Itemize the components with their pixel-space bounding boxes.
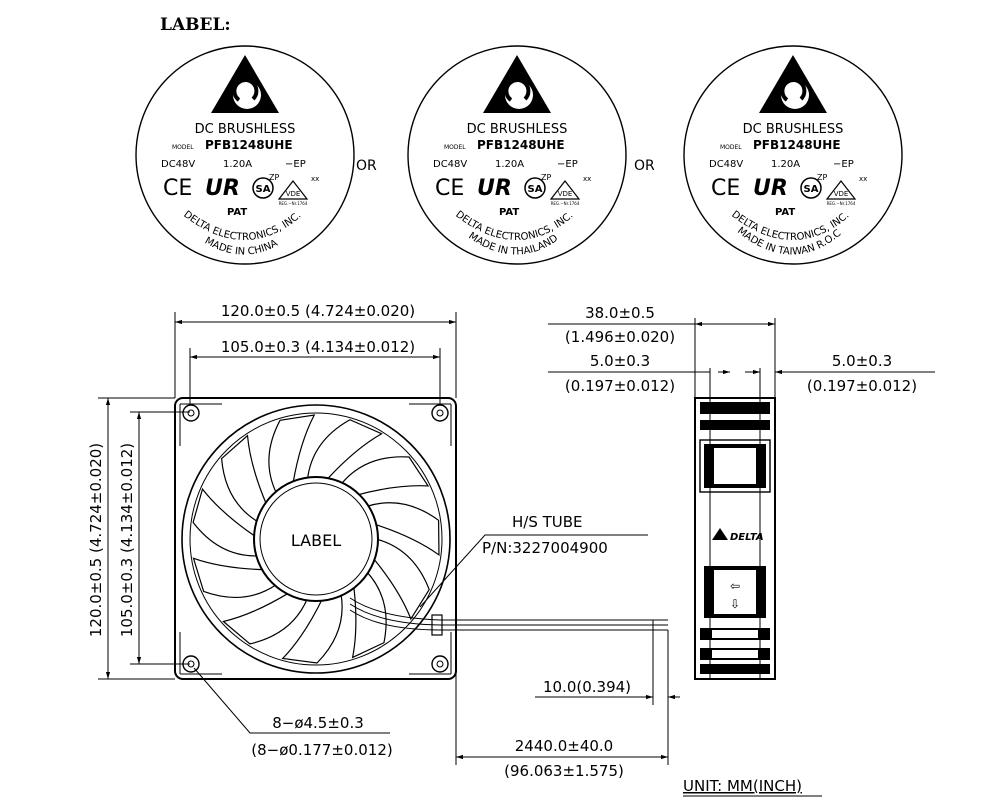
csa-mark-icon [253,173,279,198]
svg-text:REG.−Nr.1764: REG.−Nr.1764 [278,201,308,206]
svg-text:ZP: ZP [541,173,552,182]
fan-label-taiwan [684,46,902,264]
svg-text:VDE: VDE [285,190,301,198]
vde-mark-icon [551,175,592,206]
fan-side-view [548,304,935,679]
label-model-tag: MODEL [720,144,742,151]
svg-text:xx: xx [859,175,868,183]
label-suffix: −EP [833,159,854,170]
width-outer-dimension: 120.0±0.5 (4.724±0.020) [220,302,416,320]
csa-mark-icon [525,173,551,198]
label-origin: MADE IN CHINA [202,235,280,258]
depth-dimension-inch: (1.496±0.020) [564,328,676,346]
label-company: DELTA ELECTRONICS, INC. [453,209,576,244]
label-model: PFB1248UHE [477,138,565,152]
delta-logo-icon [211,55,279,113]
svg-text:REG.−Nr.1764: REG.−Nr.1764 [826,201,856,206]
or-separator: OR [356,158,377,174]
label-voltage: DC48V [433,159,468,170]
label-origin: MADE IN TAIWAN R.O.C [735,225,844,258]
wire-length-mm: 2440.0±40.0 [514,737,614,755]
svg-text:VDE: VDE [557,190,573,198]
label-current: 1.20A [495,159,525,170]
svg-text:SA: SA [803,184,819,195]
ce-mark-icon: CE [163,176,193,201]
svg-text:REG.−Nr.1764: REG.−Nr.1764 [550,201,580,206]
label-heading: LABEL: [160,15,231,35]
label-origin: MADE IN THAILAND [466,230,561,258]
label-suffix: −EP [285,159,306,170]
vde-mark-icon [827,175,868,206]
label-voltage: DC48V [709,159,744,170]
svg-text:xx: xx [583,175,592,183]
svg-text:ZP: ZP [817,173,828,182]
ce-mark-icon: CE [711,176,741,201]
label-suffix: −EP [557,159,578,170]
flange-right-inch: (0.197±0.012) [806,377,918,395]
fan-label-thailand [408,46,626,264]
label-current: 1.20A [223,159,253,170]
ce-mark-icon: CE [435,176,465,201]
holes-dimension-inch: (8−ø0.177±0.012) [251,741,393,759]
mounting-hole-icon [183,405,199,421]
label-type: DC BRUSHLESS [742,122,844,137]
label-company: DELTA ELECTRONICS, INC. [729,209,852,244]
wire-callouts [420,513,680,780]
flange-right-mm: 5.0±0.3 [831,352,893,370]
width-holes-dimension: 105.0±0.3 (4.134±0.012) [220,338,416,356]
ur-mark-icon: UR [753,176,788,201]
height-holes-dimension: 105.0±0.3 (4.134±0.012) [118,442,136,638]
delta-brand-icon [712,528,764,543]
csa-mark-icon [801,173,827,198]
label-voltage: DC48V [161,159,196,170]
svg-text:VDE: VDE [833,190,849,198]
hs-tube-label: H/S TUBE [512,513,583,531]
label-model: PFB1248UHE [753,138,841,152]
delta-logo-icon [483,55,551,113]
height-outer-dimension: 120.0±0.5 (4.724±0.020) [87,442,105,638]
part-number: P/N:3227004900 [482,539,608,557]
side-brand: DELTA [730,532,764,543]
label-patent: PAT [227,207,248,218]
label-model: PFB1248UHE [205,138,293,152]
lead-wires [350,598,668,630]
ur-mark-icon: UR [477,176,512,201]
label-model-tag: MODEL [172,144,194,151]
depth-dimension-mm: 38.0±0.5 [585,304,655,322]
svg-text:SA: SA [527,184,543,195]
rotation-arrow-icon: ⇦ [729,579,741,593]
label-type: DC BRUSHLESS [194,122,296,137]
svg-text:ZP: ZP [269,173,280,182]
airflow-arrow-icon: ⇩ [729,597,741,611]
vde-mark-icon [279,175,320,206]
label-company: DELTA ELECTRONICS, INC. [181,209,304,244]
holes-dimension-mm: 8−ø4.5±0.3 [272,714,364,732]
unit-note: UNIT: MM(INCH) [683,777,802,795]
wire-length-inch: (96.063±1.575) [504,762,624,780]
label-patent: PAT [775,207,796,218]
flange-left-mm: 5.0±0.3 [589,352,651,370]
hub-label: LABEL [290,531,342,550]
mounting-hole-icon [432,656,448,672]
label-current: 1.20A [771,159,801,170]
label-model-tag: MODEL [444,144,466,151]
svg-text:xx: xx [311,175,320,183]
label-patent: PAT [499,207,520,218]
strip-length-dimension: 10.0(0.394) [542,678,632,696]
delta-logo-icon [759,55,827,113]
or-separator: OR [634,158,655,174]
ur-mark-icon: UR [205,176,240,201]
mounting-hole-icon [432,405,448,421]
svg-text:SA: SA [255,184,271,195]
fan-label-china [136,46,354,264]
label-type: DC BRUSHLESS [466,122,568,137]
flange-left-inch: (0.197±0.012) [564,377,676,395]
